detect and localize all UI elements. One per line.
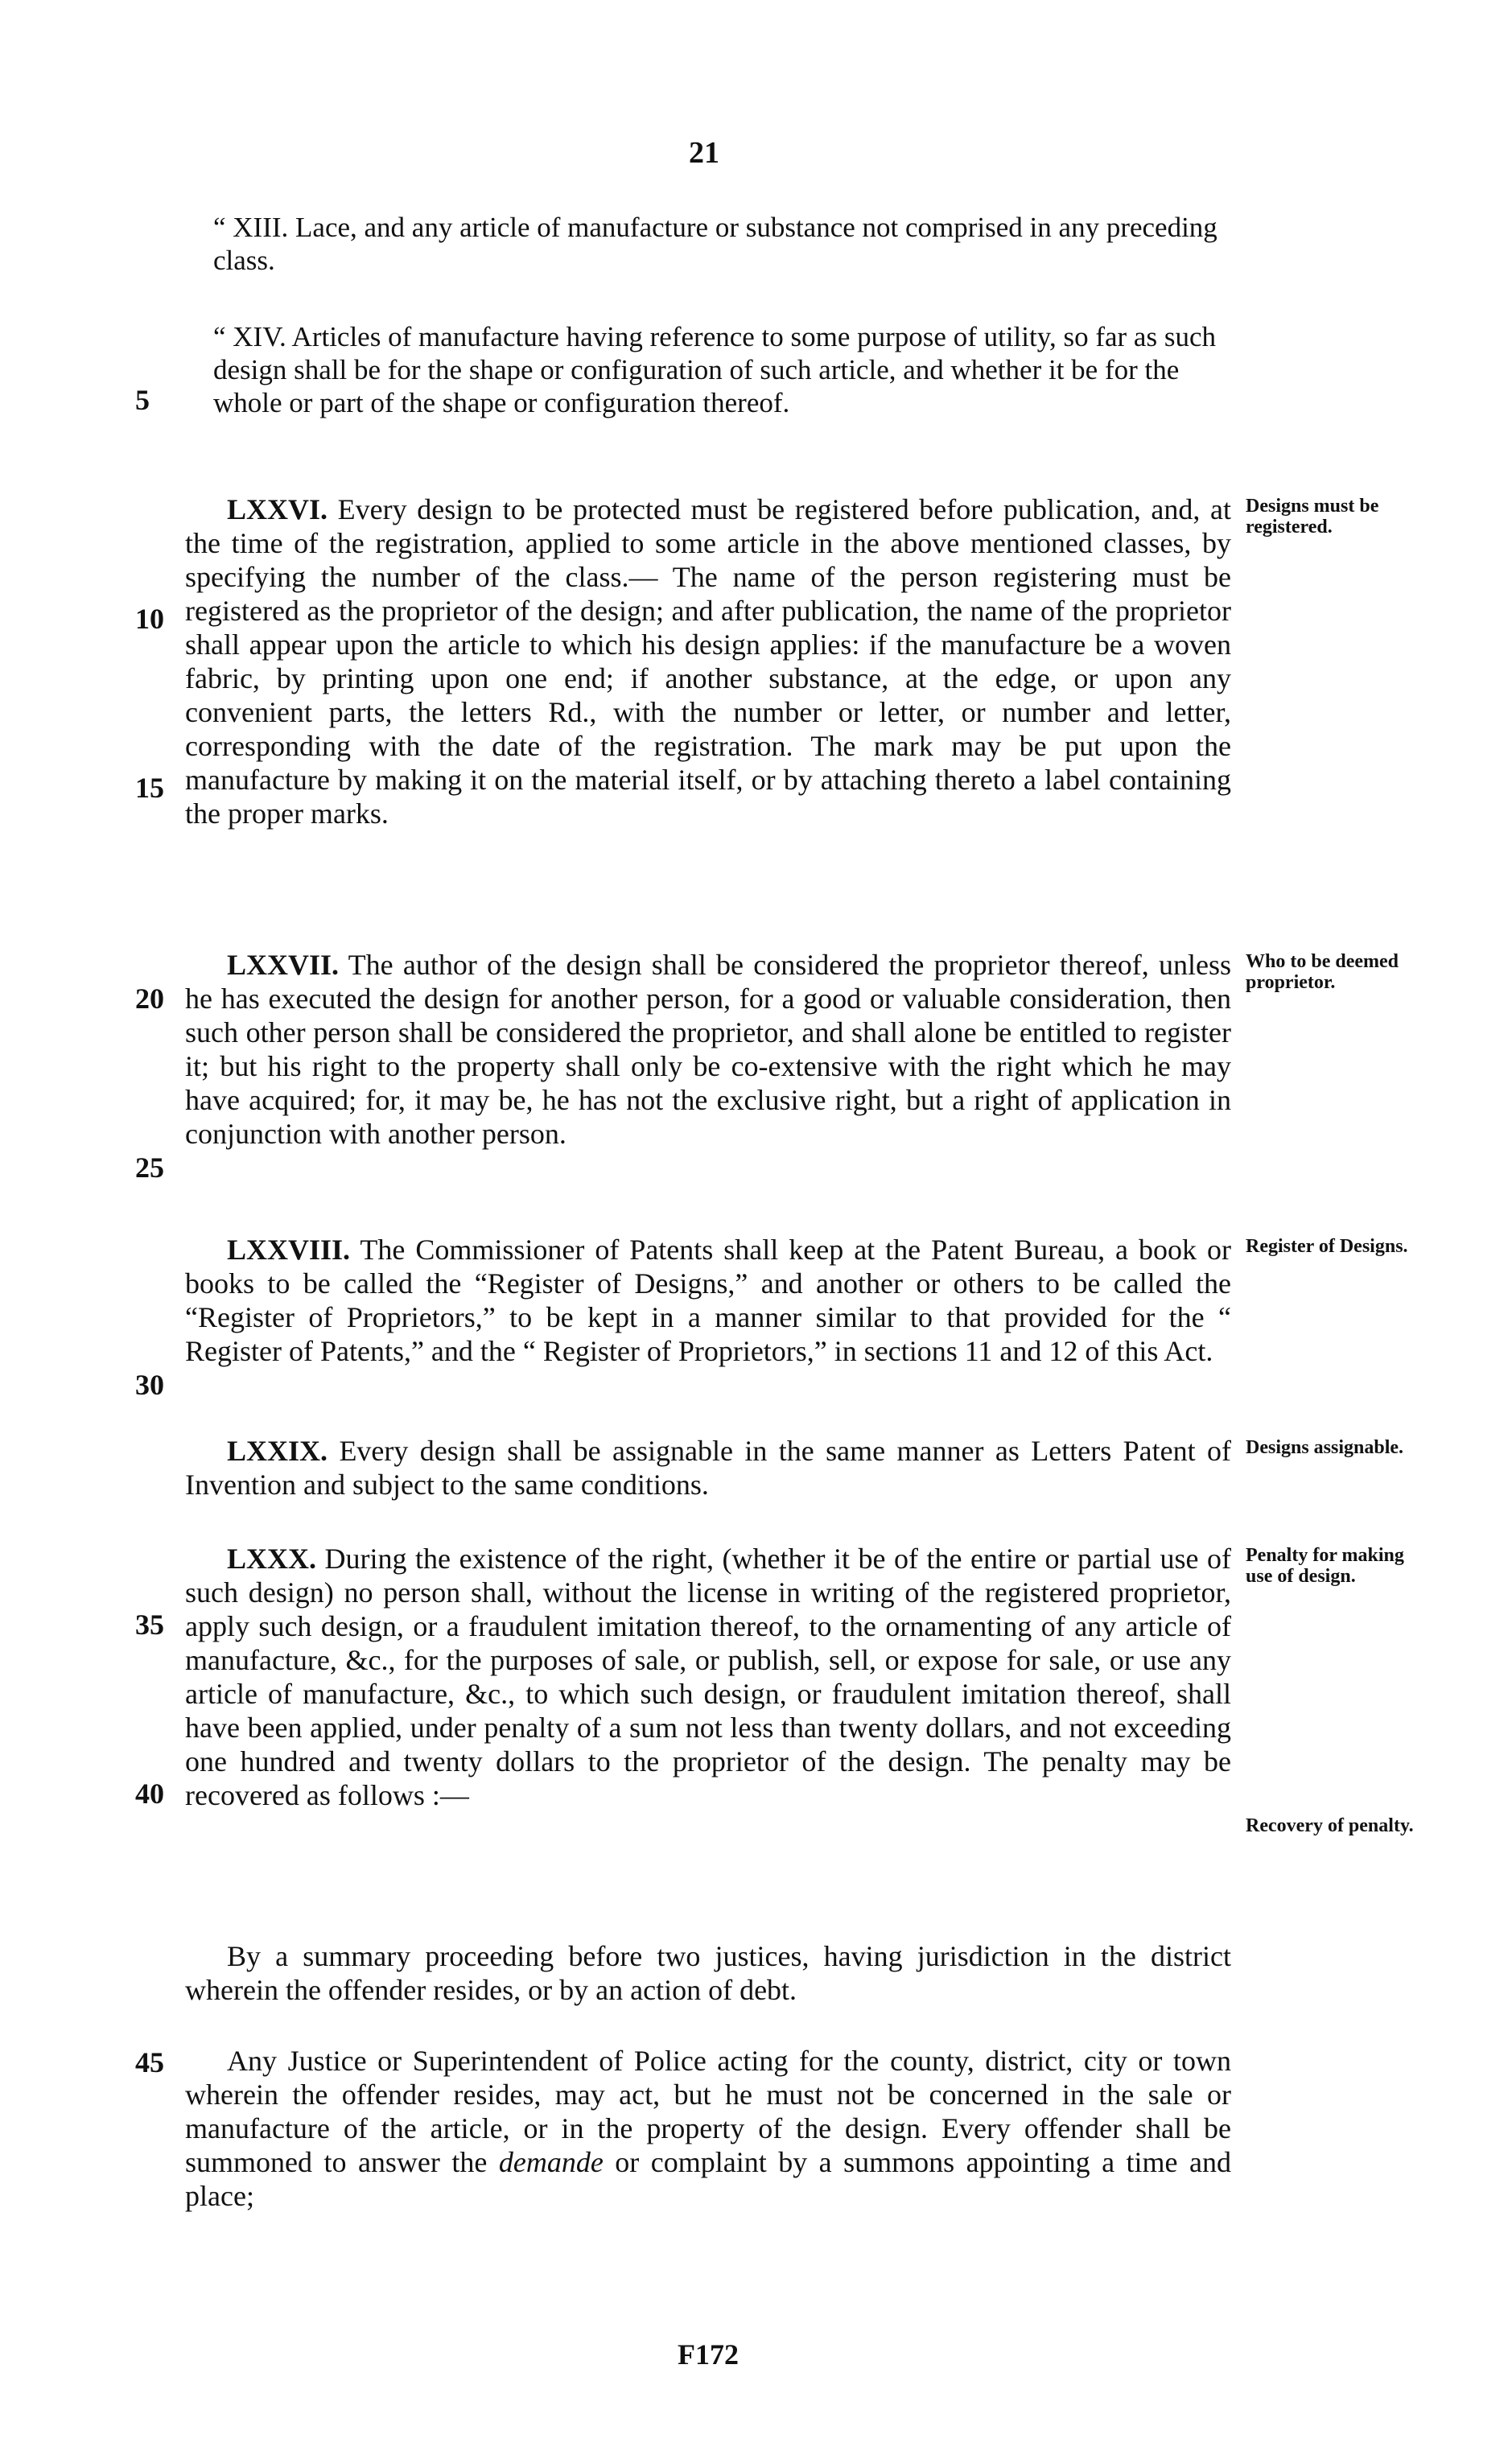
section-id: LXXIX.: [227, 1435, 328, 1467]
section-body: Every design to be protected must be registered before publication, and, at the time of the registration, applied to some article in the above mentioned classes, by specifying the number of the class.— The name of the person registering must be registered as the proprietor of the design; and after publication, the name of the proprietor shall appear upon the article to which his design applies: if the manufacture be a woven fabric, by printing upon one end; if another substance, at the edge, or upon any convenient parts, the letters Rd., with the number or letter, or number and letter, corresponding with the date of the registration. The mark may be put upon the manufacture by making it on the material itself, or by attaching thereto a label containing the proper marks.: [185, 493, 1232, 830]
line-number: 10: [135, 603, 164, 635]
line-number: 40: [135, 1778, 164, 1810]
section-id: LXXX.: [227, 1543, 317, 1575]
line-number: 45: [135, 2046, 164, 2078]
page-number: 21: [689, 136, 719, 170]
section-id: LXXVII.: [227, 949, 340, 981]
section-body: The author of the design shall be considered the proprietor thereof, unless he has executed the design for another person, for a good or valuable consideration, then such other person shall be considered the proprietor, and shall alone be entitled to register it; but his right to the property shall only be co-extensive with the right which he may have acquired; for, it may be, he has not the exclusive right, but a right of application in conjunction with another person.: [185, 949, 1231, 1150]
italic-term: demande: [498, 2146, 604, 2178]
signature-mark: F172: [678, 2338, 739, 2371]
clause-xiii: “ XIII. Lace, and any article of manufacture or substance not comprised in any preceding class.: [213, 212, 1217, 276]
line-number: 20: [135, 983, 164, 1015]
side-note: Designs assignable.: [1246, 1437, 1404, 1458]
line-number: 30: [135, 1369, 164, 1401]
line-number: 15: [135, 772, 164, 804]
side-note: Penalty for making use of design.: [1246, 1545, 1404, 1587]
side-note: Designs must be registered.: [1246, 496, 1379, 538]
section-body: During the existence of the right, (whether it be of the entire or partial use of such design) no person shall, without the license in writing of the registered proprietor, apply such design, or a fraudulent imitation thereof, to the ornamenting of any article of manufacture, &c., for the purposes of sale, or publish, sell, or expose for sale, or use any article of manufacture, &c., to which such design, or fraudulent imitation thereof, shall have been applied, under penalty of a sum not less than twenty dollars, and not exceeding one hundred and twenty dollars to the proprietor of the design. The penalty may be recovered as follows :—: [185, 1543, 1232, 1811]
section-body: Every design shall be assignable in the same manner as Letters Patent of Invention and subject to the same conditions.: [185, 1435, 1232, 1501]
section-lxxix: [185, 1434, 1231, 1502]
line-number: 5: [135, 384, 150, 416]
line-number: 25: [135, 1151, 164, 1184]
section-id: LXXVI.: [227, 493, 328, 525]
section-lxxvii: [185, 948, 1231, 1151]
summary-paragraph: By a summary proceeding before two justices, having jurisdiction in the district wherein the offender resides, or by an action of debt.: [185, 1940, 1231, 2006]
line-number: 35: [135, 1609, 164, 1641]
side-note: Register of Designs.: [1246, 1236, 1408, 1257]
justice-paragraph: Any Justice or Superintendent of Police acting for the county, district, city or town wherein the offender resides, may act, but he must not be concerned in the sale or manufacture of the article, or in the property of the design. Every offender shall be summoned to answer the demande or complaint by a summons appointing a time and place;: [185, 2045, 1231, 2212]
section-lxxvi: [185, 492, 1231, 830]
section-lxxx: [185, 1542, 1231, 1812]
side-note: Who to be deemed proprietor.: [1246, 951, 1399, 993]
clause-xiv: “ XIV. Articles of manufacture having reference to some purpose of utility, so far as such design shall be for the shape or configuration of such article, and whether it be for the whole or part of the shape or configuration thereof.: [213, 321, 1216, 418]
section-body: The Commissioner of Patents shall keep at the Patent Bureau, a book or books to be called the “Register of Designs,” and another or others to be called the “Register of Proprietors,” to be kept in a manner similar to that provided for the “ Register of Patents,” and the “ Register of Proprietors,” in sections 11 and 12 of this Act.: [185, 1234, 1231, 1367]
section-lxxviii: [185, 1233, 1231, 1368]
side-note: Recovery of penalty.: [1246, 1815, 1414, 1836]
section-id: LXXVIII.: [227, 1234, 351, 1266]
